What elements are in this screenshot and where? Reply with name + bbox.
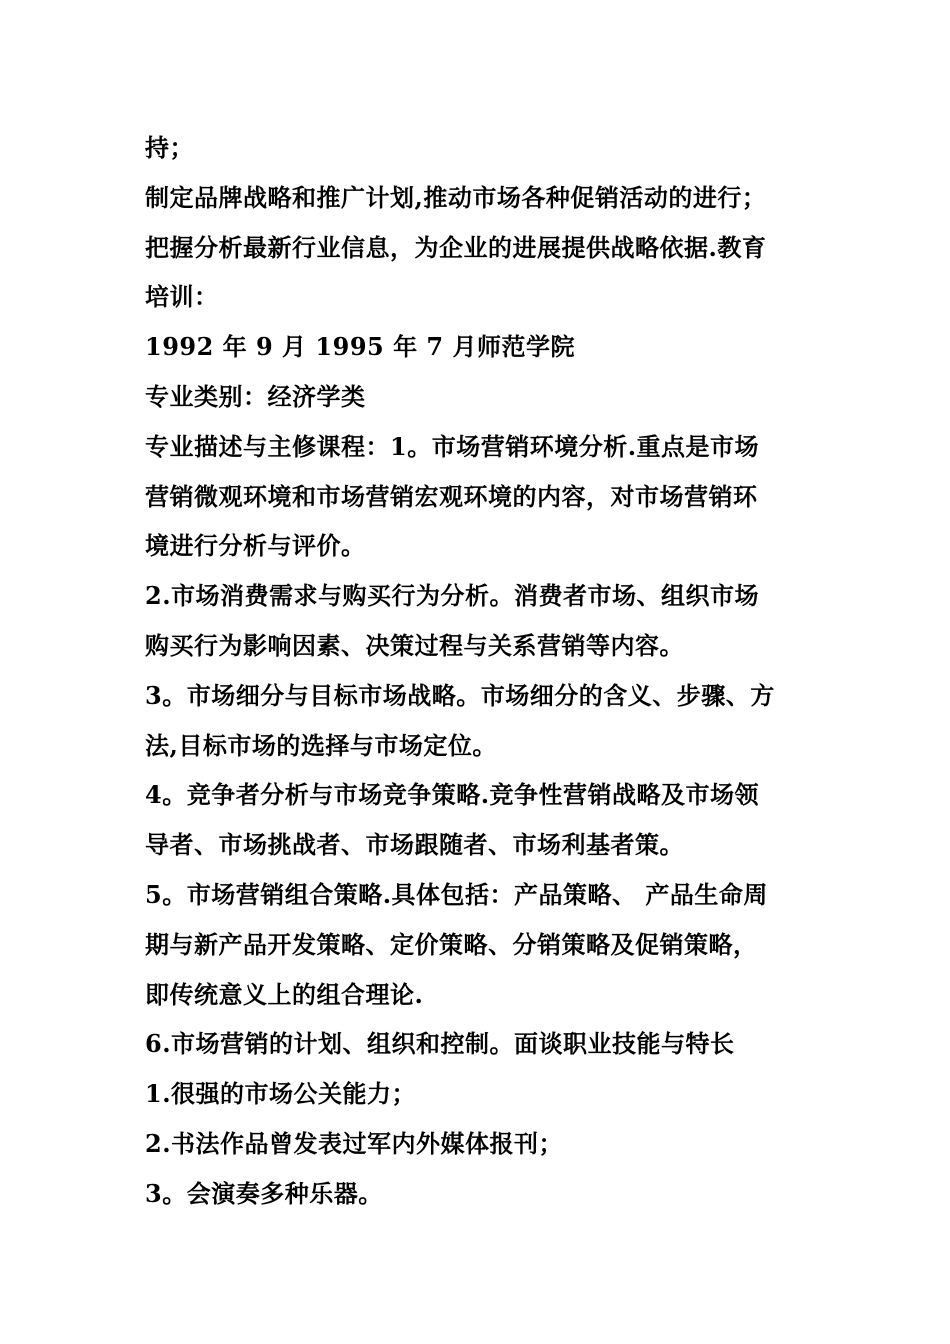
- text-line: 3。会演奏多种乐器。: [145, 1178, 383, 1208]
- text-line: 制定品牌战略和推广计划,推动市场各种促销活动的进行；: [145, 182, 767, 212]
- text-line: 6.市场营销的计划、组织和控制。面谈职业技能与特长: [145, 1029, 735, 1059]
- document-body: [145, 123, 815, 1219]
- text-line: 购买行为影响因素、决策过程与关系营销等内容。: [145, 630, 684, 660]
- text-line: 持；: [145, 133, 194, 162]
- text-line: 2.市场消费需求与购买行为分析。消费者市场、组织市场: [145, 581, 760, 611]
- text-line: 即传统意义上的组合理论.: [145, 979, 424, 1009]
- text-line: 营销微观环境和市场营销宏观环境的内容，对市场营销环: [145, 481, 758, 511]
- text-line: 2.书法作品曾发表过军内外媒体报刊；: [145, 1128, 564, 1158]
- text-line: 1.很强的市场公关能力；: [145, 1079, 417, 1109]
- text-line: 5。市场营销组合策略.具体包括：产品策略、 产品生命周: [145, 879, 768, 909]
- text-line: 培训：: [145, 282, 219, 312]
- text-line: 4。竞争者分析与市场竞争策略.竞争性营销战略及市场领: [145, 780, 760, 810]
- text-line: 把握分析最新行业信息，为企业的进展提供战略依据.教育: [145, 232, 767, 262]
- text-line: 专业类别：经济学类: [145, 381, 366, 411]
- text-line: 1992 年 9 月 1995 年 7 月师范学院: [145, 332, 575, 362]
- text-line: 3。市场细分与目标市场战略。市场细分的含义、步骤、方: [145, 680, 775, 710]
- text-line: 专业描述与主修课程：1。市场营销环境分析.重点是市场: [145, 431, 760, 461]
- text-line: 法,目标市场的选择与市场定位。: [145, 730, 497, 760]
- text-line: 境进行分析与评价。: [145, 531, 366, 561]
- text-line: 导者、市场挑战者、市场跟随者、市场利基者策。: [145, 830, 684, 860]
- text-line: 期与新产品开发策略、定价策略、分销策略及促销策略，: [145, 929, 758, 959]
